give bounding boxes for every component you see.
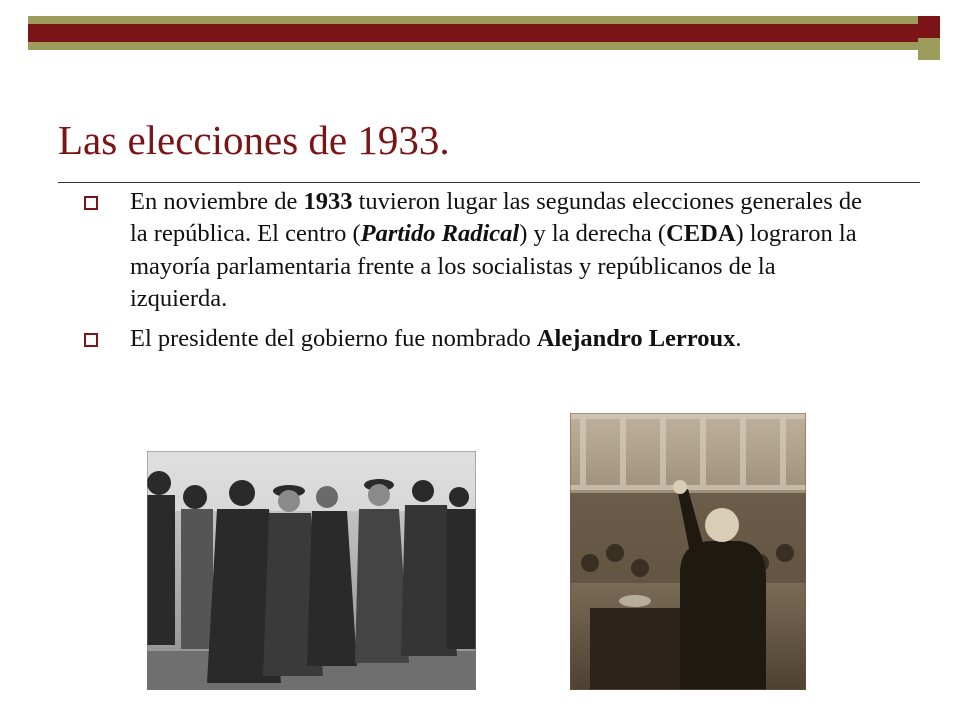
square-bullet-icon: [84, 196, 98, 210]
speech-illustration: [570, 413, 806, 690]
bullet-text: El presidente del gobierno fue nombrado: [130, 325, 537, 353]
square-bullet-icon: [84, 333, 98, 347]
corner-square-olive: [918, 38, 940, 60]
voters-queue-photo: [147, 451, 476, 690]
bullet-list: [84, 186, 874, 364]
voters-queue-illustration: [147, 451, 476, 690]
bullet-item: [84, 186, 874, 315]
lerroux-speech-photo: [570, 413, 806, 690]
bullet-text-bold-italic: Partido Radical: [360, 220, 520, 248]
bullet-item: [84, 323, 874, 355]
bullet-text: .: [735, 325, 742, 353]
corner-square-maroon: [918, 16, 940, 38]
slide-title: Las elecciones de 1933.: [58, 117, 450, 163]
bullet-text-bold: Alejandro Lerroux: [536, 325, 736, 353]
bullet-text-bold: 1933: [303, 188, 353, 215]
top-decorative-band: [28, 16, 918, 50]
bullet-text: tuvieron lugar las segundas elecciones generales de la república. El centro (: [130, 188, 863, 248]
bullet-text-bold: CEDA: [666, 220, 736, 248]
band-maroon-strip: [28, 24, 918, 42]
bullet-text: ) y la derecha (: [519, 220, 667, 248]
bullet-text: En noviembre de: [130, 188, 304, 215]
bullet-text: ) lograron la mayoría parlamentaria frente a los socialistas y repúblicanos de la izquierda.: [130, 220, 857, 312]
title-underline: [58, 182, 920, 183]
